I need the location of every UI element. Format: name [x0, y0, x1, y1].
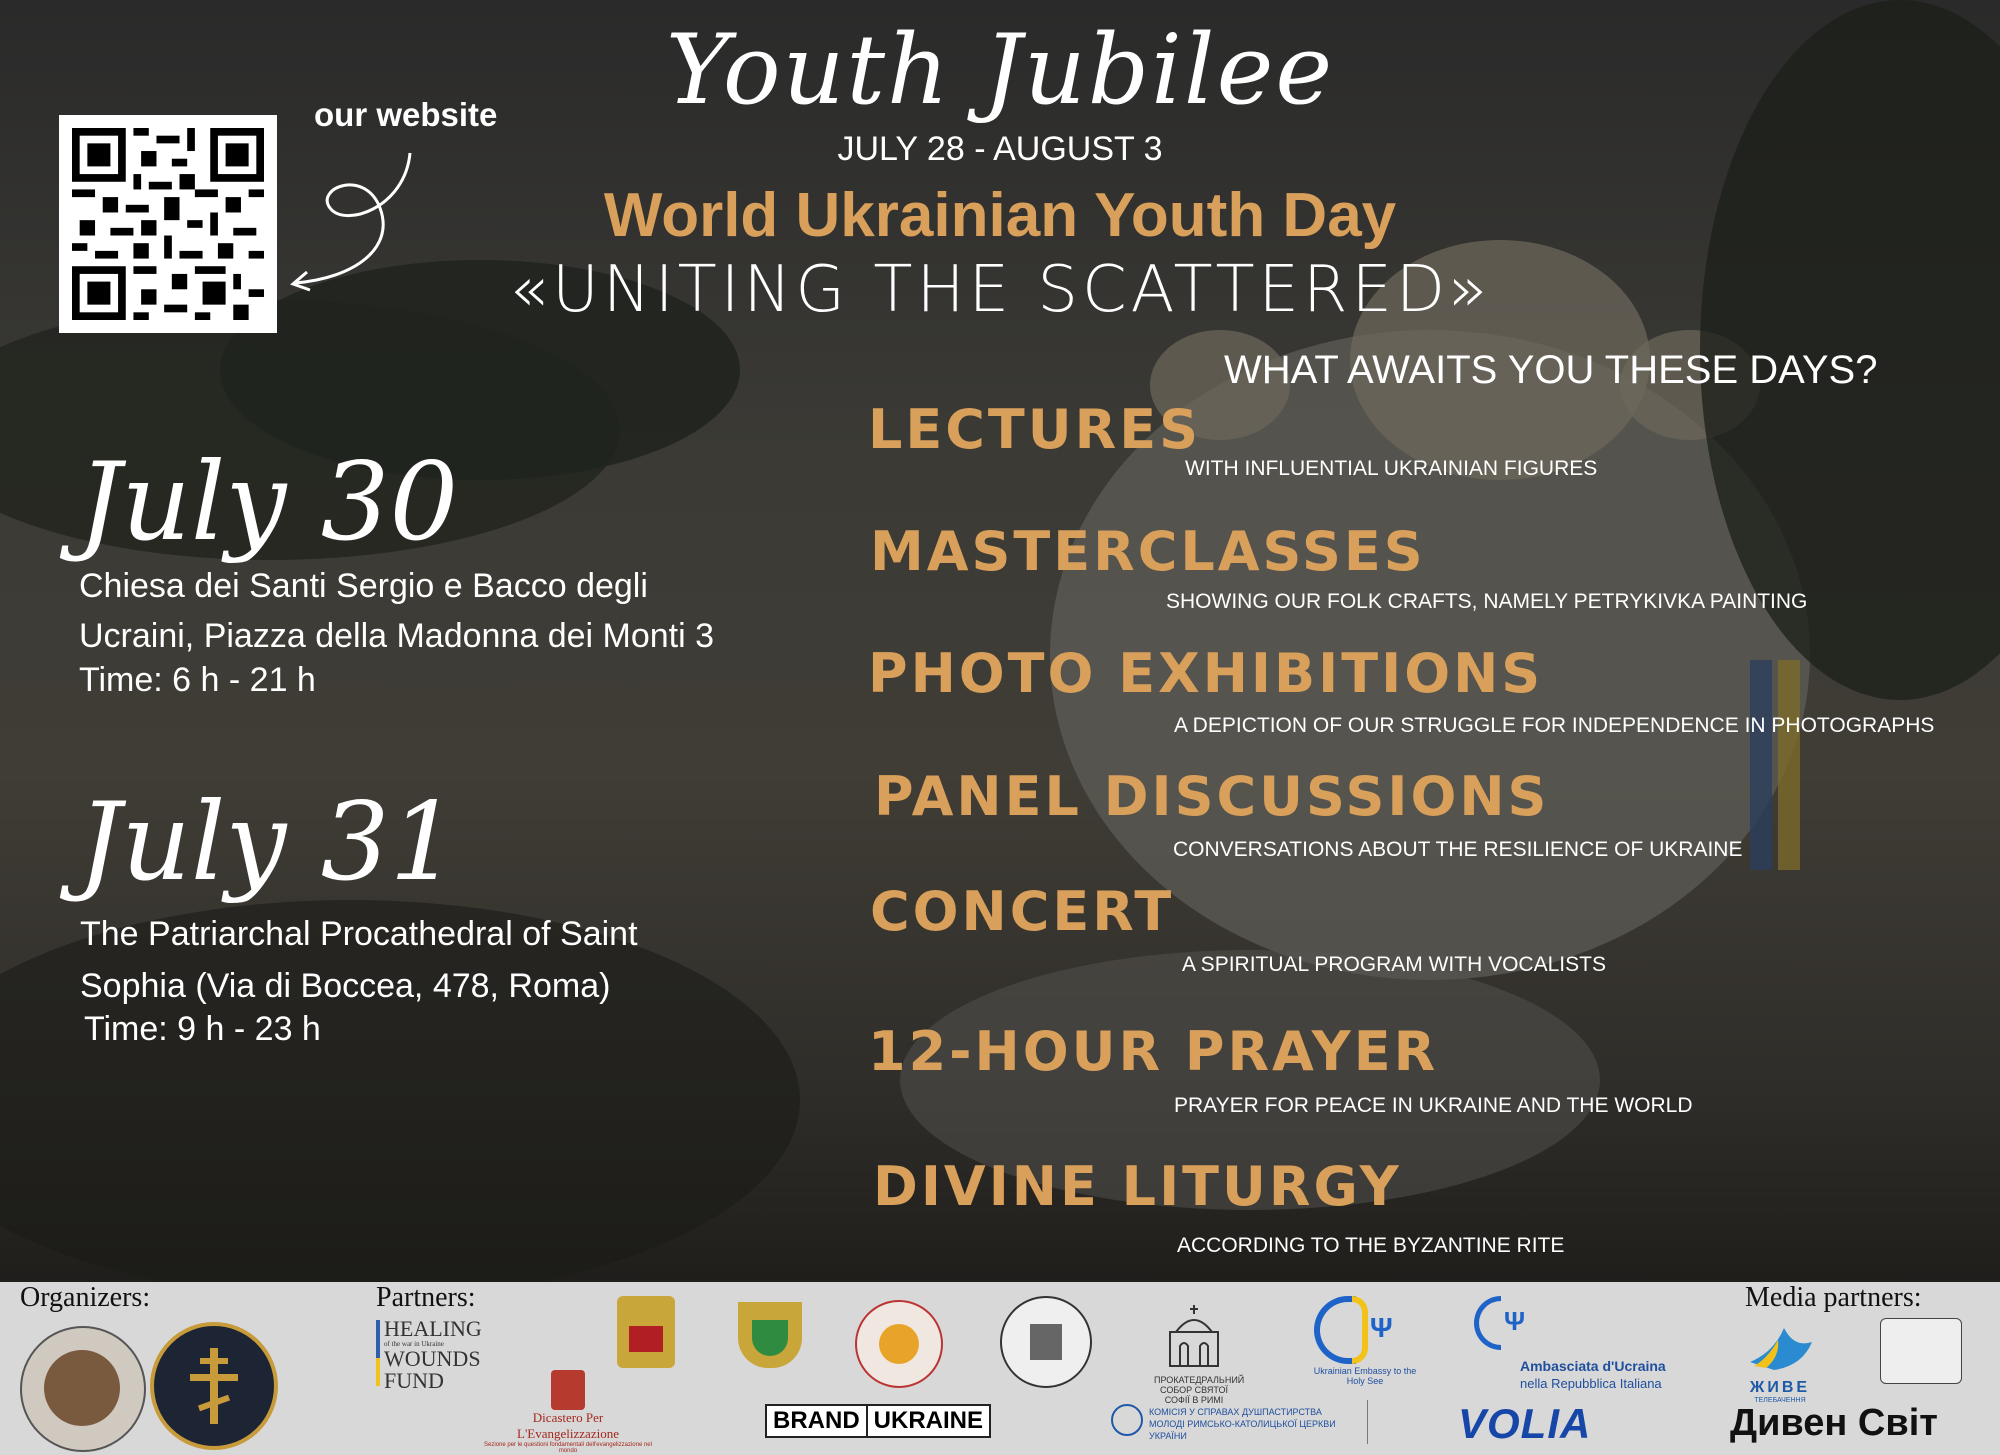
day-2-venue-line1: The Patriarchal Procathedral of Saint	[80, 915, 638, 953]
trident-icon: Ψ	[1370, 1312, 1393, 1343]
brand-ukraine-logo: BRAND UKRAINE	[765, 1404, 991, 1438]
zhyve-tv-logo: ЖИВЕ ТЕЛЕБАЧЕННЯ	[1744, 1322, 1816, 1402]
diocese-coat-of-arms-logo	[738, 1302, 802, 1368]
qr-code-icon	[72, 128, 264, 320]
event-motto: «UNITING THE SCATTERED»	[508, 253, 1492, 327]
bishop-coat-of-arms-logo	[617, 1296, 675, 1368]
day-1-time: Time: 6 h - 21 h	[79, 661, 316, 699]
activity-panel-discussions-desc: CONVERSATIONS ABOUT THE RESILIENCE OF UKRAINE	[1173, 838, 1743, 861]
activity-concert: CONCERT	[870, 880, 1175, 943]
activity-masterclasses-desc: SHOWING OUR FOLK CRAFTS, NAMELY PETRYKIVKA PAINTING	[1166, 590, 1808, 613]
partners-footer	[0, 1282, 2000, 1455]
activity-lectures-desc: WITH INFLUENTIAL UKRAINIAN FIGURES	[1185, 457, 1598, 480]
ugcc-cross-logo	[150, 1322, 278, 1450]
apostolic-exarchate-logo	[855, 1300, 943, 1388]
activity-panel-discussions: PANEL DISCUSSIONS	[874, 765, 1550, 828]
event-dates: JULY 28 - AUGUST 3	[837, 130, 1163, 168]
day-1-venue-line1: Chiesa dei Santi Sergio e Bacco degli	[79, 567, 648, 605]
activity-photo-exhibitions-desc: A DEPICTION OF OUR STRUGGLE FOR INDEPENDENCE IN PHOTOGRAPHS	[1174, 714, 1935, 737]
information-department-logo	[1880, 1318, 1962, 1384]
activity-divine-liturgy: DIVINE LITURGY	[873, 1155, 1402, 1218]
activity-12-hour-prayer: 12-HOUR PRAYER	[868, 1020, 1439, 1083]
dicastero-logo: Dicastero Per L'Evangelizzazione Sezione per le questioni fondamentali dell'evangelizzazione nel mondo	[483, 1370, 653, 1454]
procathedral-logo: ПРОКАТЕДРАЛЬНИЙ СОБОР СВЯТОЇ СОФІЇ В РИМІ	[1154, 1300, 1234, 1390]
youth-ministry-commission-logo: КОМІСІЯ У СПРАВАХ ДУШПАСТИРСТВА МОЛОДІ РИМСЬКО-КАТОЛИЦЬКОЇ ЦЕРКВИ УКРАЇНИ	[1107, 1400, 1368, 1444]
curved-arrow-icon	[285, 148, 425, 298]
partners-label: Partners:	[376, 1282, 476, 1313]
activity-photo-exhibitions: PHOTO EXHIBITIONS	[868, 642, 1544, 705]
activity-masterclasses: MASTERCLASSES	[870, 520, 1426, 583]
day-1-date: July 30	[78, 440, 459, 565]
page-title: Youth Jubilee	[665, 14, 1335, 126]
day-2-venue-line2: Sophia (Via di Boccea, 478, Roma)	[80, 967, 611, 1005]
day-2-date: July 31	[78, 780, 459, 905]
healing-wounds-fund-logo: HEALING of the war in Ukraine WOUNDS FUND	[384, 1316, 482, 1393]
activity-12-hour-prayer-desc: PRAYER FOR PEACE IN UKRAINE AND THE WORLD	[1174, 1094, 1693, 1117]
ukrainian-embassy-italy-logo: Ψ Ambasciata d'Ucraina nella Repubblica Italiana	[1470, 1292, 1680, 1382]
trident-icon: Ψ	[1504, 1306, 1526, 1336]
event-subtitle: World Ukrainian Youth Day	[603, 181, 1397, 250]
cathedral-icon	[1154, 1300, 1234, 1370]
volia-logo: VOLIA	[1458, 1400, 1592, 1447]
healing-bar-yellow	[376, 1358, 380, 1386]
media-partners-label: Media partners:	[1745, 1282, 1922, 1313]
dyven-svit-logo: Дивен Світ	[1730, 1402, 1938, 1444]
website-qr-code[interactable]	[59, 115, 277, 333]
saint-sophia-society-logo	[1000, 1296, 1092, 1388]
patriarchal-commission-logo	[20, 1326, 146, 1452]
activity-concert-desc: A SPIRITUAL PROGRAM WITH VOCALISTS	[1182, 953, 1606, 976]
dove-icon	[1744, 1322, 1816, 1374]
activity-divine-liturgy-desc: ACCORDING TO THE BYZANTINE RITE	[1177, 1234, 1565, 1257]
day-1-venue-line2: Ucraini, Piazza della Madonna dei Monti 3	[79, 617, 715, 655]
organizers-label: Organizers:	[20, 1282, 151, 1313]
what-awaits-heading: WHAT AWAITS YOU THESE DAYS?	[1224, 348, 1878, 392]
website-label: our website	[314, 96, 498, 133]
ukrainian-embassy-holy-see-logo: Ψ Ukrainian Embassy to the Holy See	[1310, 1292, 1420, 1392]
day-2-time: Time: 9 h - 23 h	[84, 1010, 321, 1048]
orthodox-cross-icon	[154, 1326, 274, 1446]
activity-lectures: LECTURES	[868, 398, 1201, 461]
